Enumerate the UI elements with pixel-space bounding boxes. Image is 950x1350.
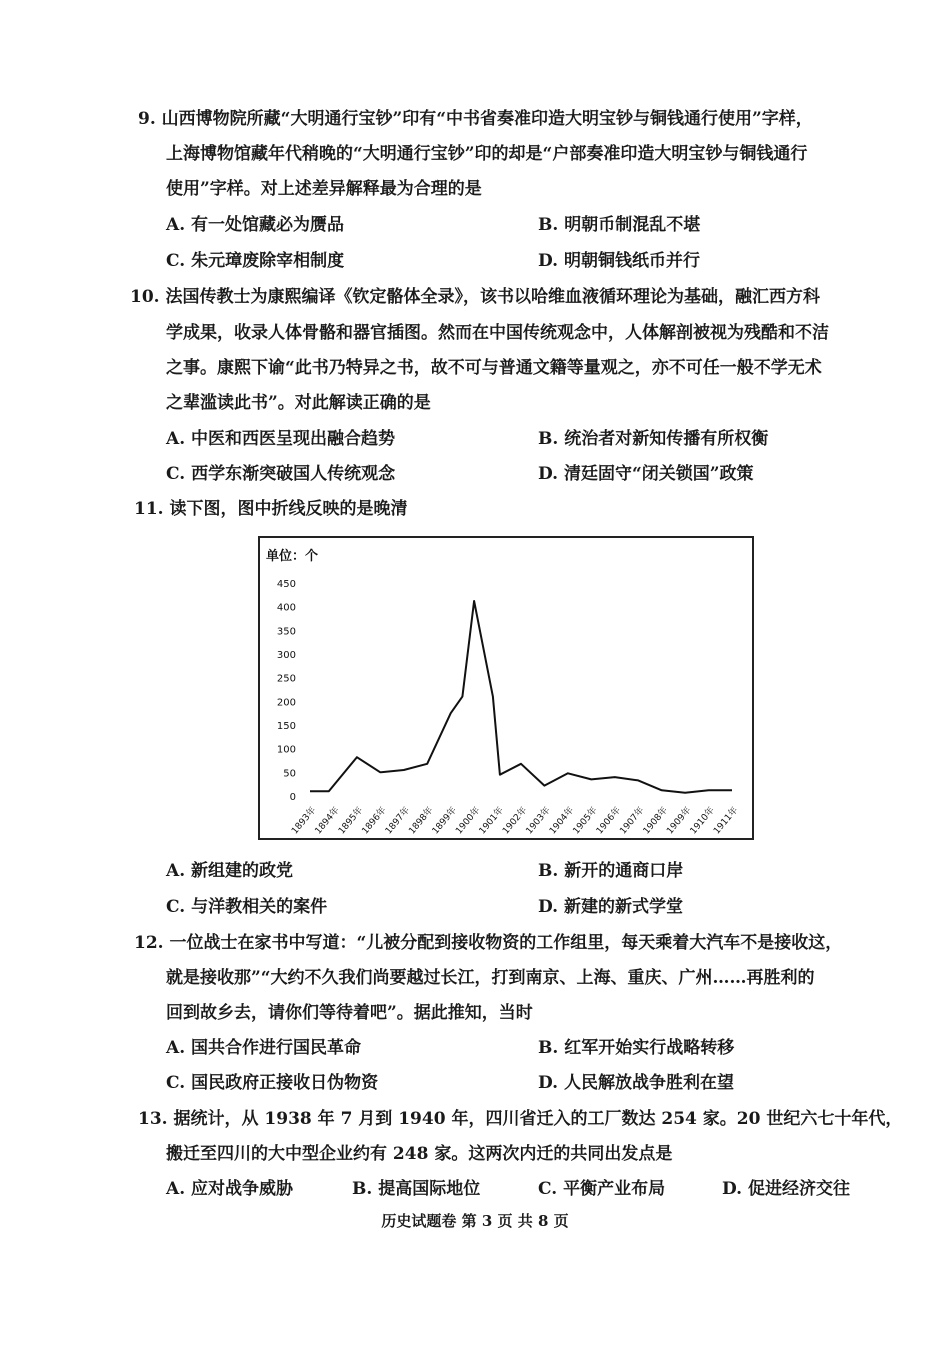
series-line xyxy=(310,601,732,793)
q10-option-c: C. 西学东渐突破国人传统观念 xyxy=(166,464,396,484)
q12-option-c: C. 国民政府正接收日伪物资 xyxy=(166,1073,379,1093)
q11-option-d: D. 新建的新式学堂 xyxy=(538,897,683,917)
q10-option-b: B. 统治者对新知传播有所权衡 xyxy=(538,429,769,449)
y-tick-label: 300 xyxy=(276,650,296,661)
x-tick-label: 1893年 xyxy=(290,805,319,837)
y-tick-label: 450 xyxy=(276,579,296,590)
q12-line-2: 就是接收那”“大约不久我们尚要越过长江，打到南京、上海、重庆、广州……再胜利的 xyxy=(166,968,815,988)
x-tick-label: 1906年 xyxy=(594,805,624,837)
q12-option-d: D. 人民解放战争胜利在望 xyxy=(538,1073,734,1093)
q11-option-c: C. 与洋教相关的案件 xyxy=(166,897,328,917)
q10-line-2: 学成果，收录人体骨骼和器官插图。然而在中国传统观念中，人体解剖被视为残酷和不洁 xyxy=(166,323,829,343)
q13-option-b: B. 提高国际地位 xyxy=(352,1179,481,1199)
x-tick-label: 1896年 xyxy=(360,805,389,837)
x-tick-label: 1911年 xyxy=(712,805,741,837)
q12-line-3: 回到故乡去，请你们等待着吧”。据此推知，当时 xyxy=(166,1003,533,1023)
x-tick-label: 1894年 xyxy=(313,805,342,837)
q11-option-a: A. 新组建的政党 xyxy=(166,861,294,881)
x-tick-label: 1901年 xyxy=(477,805,506,837)
q11-line-1: 11. 读下图，图中折线反映的是晚清 xyxy=(134,499,408,519)
x-tick-label: 1897年 xyxy=(383,805,413,837)
q9-option-d: D. 明朝铜钱纸币并行 xyxy=(538,251,700,271)
q13-line-1: 13. 据统计，从 1938 年 7 月到 1940 年，四川省迁入的工厂数达 254 家。20 世纪六七十年代， xyxy=(138,1109,903,1129)
q13-option-d: D. 促进经济交往 xyxy=(722,1179,850,1199)
y-tick-label: 0 xyxy=(289,792,296,803)
y-tick-label: 250 xyxy=(276,673,296,685)
q10-option-a: A. 中医和西医呈现出融合趋势 xyxy=(166,429,396,449)
x-tick-label: 1907年 xyxy=(618,805,647,837)
y-tick-label: 350 xyxy=(276,626,296,638)
x-tick-label: 1895年 xyxy=(337,805,366,837)
x-tick-label: 1903年 xyxy=(524,805,553,837)
y-tick-label: 150 xyxy=(276,721,296,732)
x-tick-label: 1909年 xyxy=(665,805,694,837)
y-tick-label: 100 xyxy=(276,744,296,756)
x-tick-label: 1900年 xyxy=(454,805,483,837)
line-chart xyxy=(258,536,754,840)
q9-line-3: 使用”字样。对上述差异解释最为合理的是 xyxy=(166,179,482,199)
x-tick-label: 1908年 xyxy=(641,805,670,837)
x-tick-label: 1898年 xyxy=(407,805,436,837)
x-tick-label: 1910年 xyxy=(688,805,717,837)
q13-line-2: 搬迁至四川的大中型企业约有 248 家。这两次内迁的共同出发点是 xyxy=(166,1144,673,1164)
chart-unit-label: 单位：个 xyxy=(266,549,319,564)
y-tick-label: 50 xyxy=(283,768,296,780)
q13-option-a: A. 应对战争威胁 xyxy=(166,1179,294,1199)
q10-option-d: D. 清廷固守“闭关锁国”政策 xyxy=(538,464,754,484)
x-tick-label: 1905年 xyxy=(571,805,600,837)
x-tick-label: 1904年 xyxy=(548,805,577,837)
chart-svg xyxy=(260,538,752,838)
q10-line-3: 之事。康熙下谕“此书乃特异之书，故不可与普通文籍等量观之，亦不可任一般不学无术 xyxy=(166,358,822,378)
q10-line-4: 之辈滥读此书”。对此解读正确的是 xyxy=(166,393,431,413)
x-tick-label: 1899年 xyxy=(430,805,459,837)
q13-option-c: C. 平衡产业布局 xyxy=(538,1179,666,1199)
q12-line-1: 12. 一位战士在家书中写道：“儿被分配到接收物资的工作组里，每天乘着大汽车不是接收这， xyxy=(134,933,843,953)
q12-option-b: B. 红军开始实行战略转移 xyxy=(538,1038,735,1058)
q11-option-b: B. 新开的通商口岸 xyxy=(538,861,684,881)
y-tick-label: 400 xyxy=(276,602,296,614)
q9-option-b: B. 明朝币制混乱不堪 xyxy=(538,215,701,235)
x-tick-label: 1902年 xyxy=(501,805,530,837)
page-footer: 历史试题卷 第 3 页 共 8 页 xyxy=(381,1212,569,1230)
y-tick-label: 200 xyxy=(276,697,296,709)
q10-line-1: 10. 法国传教士为康熙编译《钦定骼体全录》，该书以哈维血液循环理论为基础，融汇西方科 xyxy=(130,287,820,307)
q9-line-1: 9. 山西博物院所藏“大明通行宝钞”印有“中书省奏准印造大明宝钞与铜钱通行使用”字样， xyxy=(138,109,813,129)
q9-line-2: 上海博物馆藏年代稍晚的“大明通行宝钞”印的却是“户部奏准印造大明宝钞与铜钱通行 xyxy=(166,144,808,164)
q9-option-c: C. 朱元璋废除宰相制度 xyxy=(166,251,345,271)
q12-option-a: A. 国共合作进行国民革命 xyxy=(166,1038,362,1058)
q9-option-a: A. 有一处馆藏必为赝品 xyxy=(166,215,345,235)
